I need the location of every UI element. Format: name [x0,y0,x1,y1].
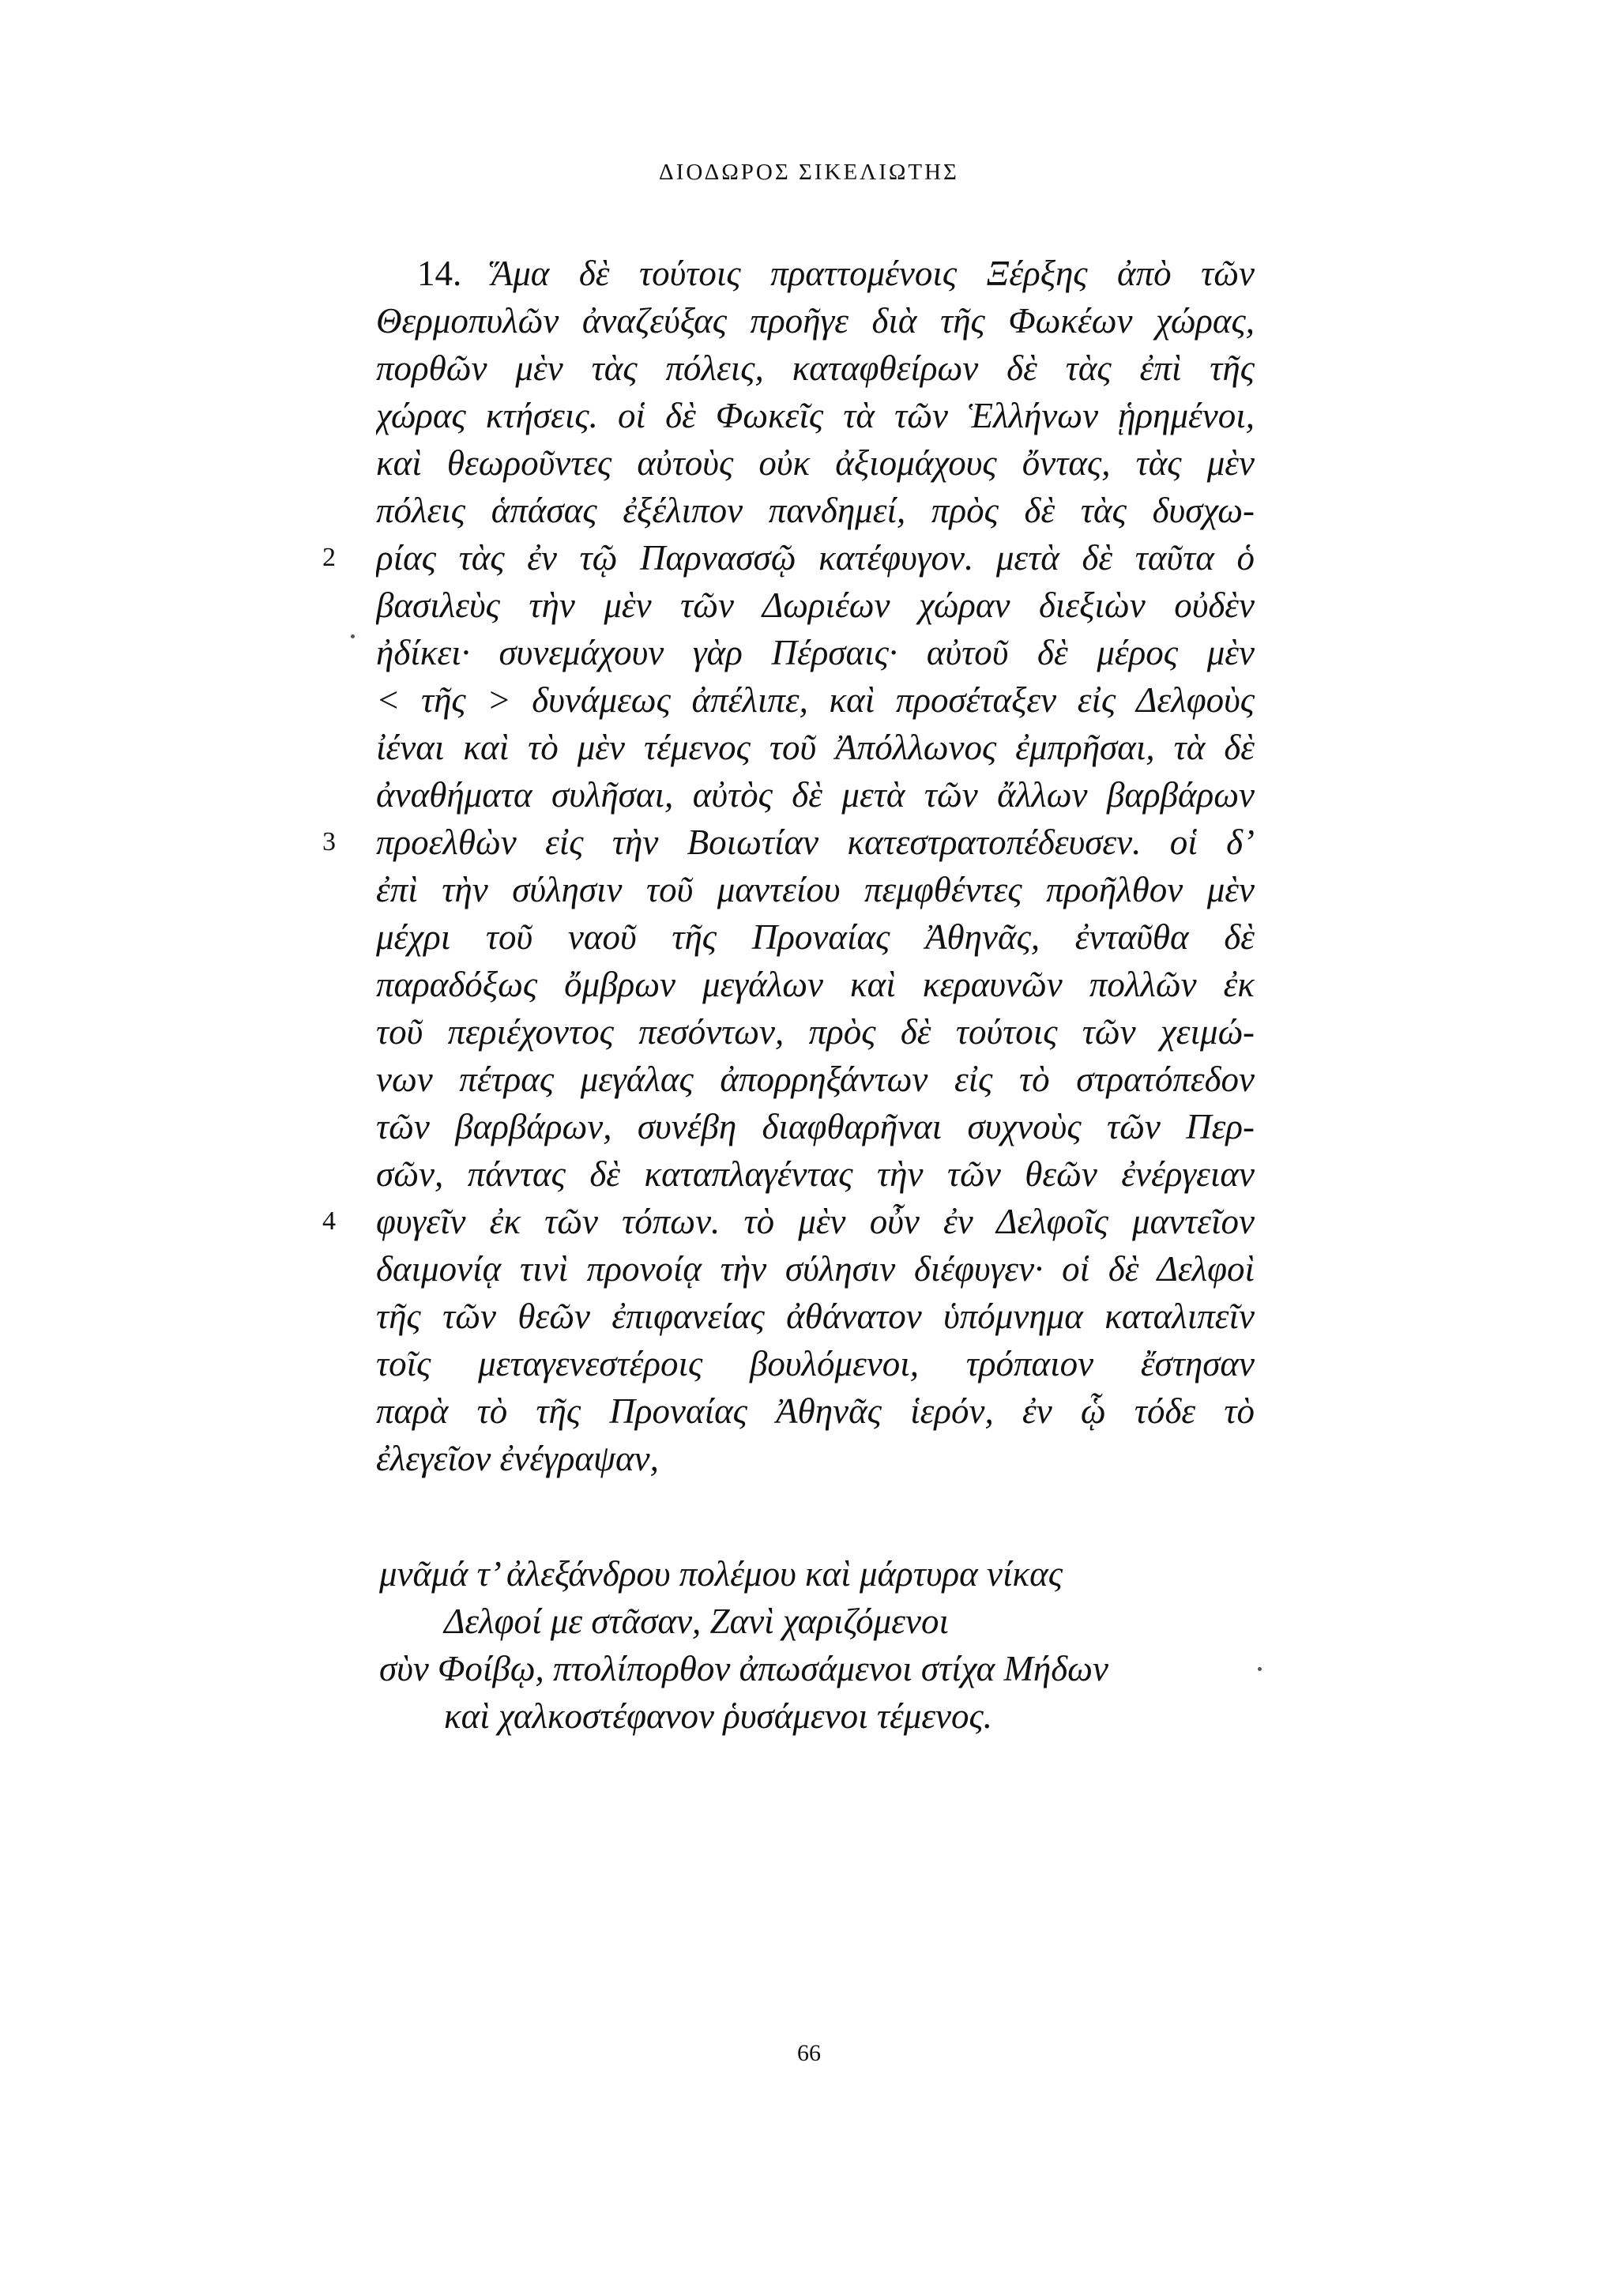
prose-line: χώρας κτήσεις. οἱ δὲ Φωκεῖς τὰ τῶν Ἑλλήνων ᾑρημένοι, [376,396,1255,435]
prose-line: πορθῶν μὲν τὰς πόλεις, καταφθείρων δὲ τὰς ἐπὶ τῆς [376,348,1255,388]
section-number-2: 2 [322,543,336,572]
prose-line: ἐπὶ τὴν σύλησιν τοῦ μαντείου πεμφθέντες προῆλθον μὲν [376,870,1255,909]
prose-line: ἰέναι καὶ τὸ μὲν τέμενος τοῦ Ἀπόλλωνος ἐμπρῆσαι, τὰ δὲ [376,728,1255,767]
running-head: ΔΙΟΔΩΡΟΣ ΣΙΚΕΛΙΩΤΗΣ [659,160,959,185]
chapter-first-line-text: Ἅμα δὲ τούτοις πραττομένοις Ξέρξης ἀπὸ τῶν [491,254,1255,293]
prose-line: πόλεις ἁπάσας ἐξέλιπον πανδημεί, πρὸς δὲ τὰς δυσχω- [376,491,1255,530]
verse-line-2: Δελφοί με στᾶσαν, Ζανὶ χαριζόμενοι [444,1602,949,1641]
section-number-3: 3 [322,827,336,856]
prose-line: τῶν βαρβάρων, συνέβη διαφθαρῆναι συχνοὺς τῶν Περ- [376,1107,1255,1146]
prose-line: μέχρι τοῦ ναοῦ τῆς Προναίας Ἀθηνᾶς, ἐνταῦθα δὲ [376,917,1255,957]
chapter-number: 14. [417,254,462,293]
prose-line: τῆς τῶν θεῶν ἐπιφανείας ἀθάνατον ὑπόμνημα καταλιπεῖν [376,1297,1255,1336]
prose-line: παραδόξως ὄμβρων μεγάλων καὶ κεραυνῶν πολλῶν ἐκ [376,965,1255,1004]
prose-line-last: ἐλεγεῖον ἐνέγραψαν, [376,1439,659,1478]
prose-line: σῶν, πάντας δὲ καταπλαγέντας τὴν τῶν θεῶν ἐνέργειαν [376,1154,1255,1194]
prose-line: < τῆς > δυνάμεως ἀπέλιπε, καὶ προσέταξεν εἰς Δελφοὺς [376,680,1255,720]
prose-line: τοῖς μεταγενεστέροις βουλόμενοι, τρόπαιον ἔστησαν [376,1344,1255,1383]
prose-line: δαιμονίᾳ τινὶ προνοίᾳ τὴν σύλησιν διέφυγεν· οἱ δὲ Δελφοὶ [376,1249,1255,1289]
verse-line-3: σὺν Φοίβῳ, πτολίπορθον ἀπωσάμενοι στίχα Μήδων [379,1649,1108,1688]
section-number-4: 4 [322,1206,336,1236]
prose-line: φυγεῖν ἐκ τῶν τόπων. τὸ μὲν οὖν ἐν Δελφοῖς μαντεῖον [376,1202,1255,1241]
stray-mark [351,634,355,638]
prose-line: καὶ θεωροῦντες αὐτοὺς οὐκ ἀξιομάχους ὄντας, τὰς μὲν [376,443,1255,483]
prose-line: Θερμοπυλῶν ἀναζεύξας προῆγε διὰ τῆς Φωκέων χώρας, [376,301,1255,341]
verse-line-4: καὶ χαλκοστέφανον ῥυσάμενοι τέμενος. [444,1696,993,1736]
prose-line: βασιλεὺς τὴν μὲν τῶν Δωριέων χώραν διεξιὼν οὐδὲν [376,585,1255,625]
prose-line: ἀναθήματα συλῆσαι, αὐτὸς δὲ μετὰ τῶν ἄλλων βαρβάρων [376,775,1255,815]
verse-line-1: μνᾶμά τ’ ἀλεξάνδρου πολέμου καὶ μάρτυρα νίκας [379,1554,1063,1594]
chapter-first-line [417,250,1255,297]
prose-line: τοῦ περιέχοντος πεσόντων, πρὸς δὲ τούτοις τῶν χειμώ- [376,1012,1255,1052]
prose-line: παρὰ τὸ τῆς Προναίας Ἀθηνᾶς ἱερόν, ἐν ᾧ τόδε τὸ [376,1391,1255,1431]
prose-line: προελθὼν εἰς τὴν Βοιωτίαν κατεστρατοπέδευσεν. οἱ δ’ [376,822,1255,862]
prose-line: ἠδίκει· συνεμάχουν γὰρ Πέρσαις· αὐτοῦ δὲ μέρος μὲν [376,633,1255,672]
stray-mark [1258,1667,1262,1671]
prose-line: νων πέτρας μεγάλας ἀπορρηξάντων εἰς τὸ στρατόπεδον [376,1060,1255,1099]
page-number: 66 [797,2040,821,2066]
prose-line: ρίας τὰς ἐν τῷ Παρνασσῷ κατέφυγον. μετὰ δὲ ταῦτα ὁ [376,538,1255,578]
